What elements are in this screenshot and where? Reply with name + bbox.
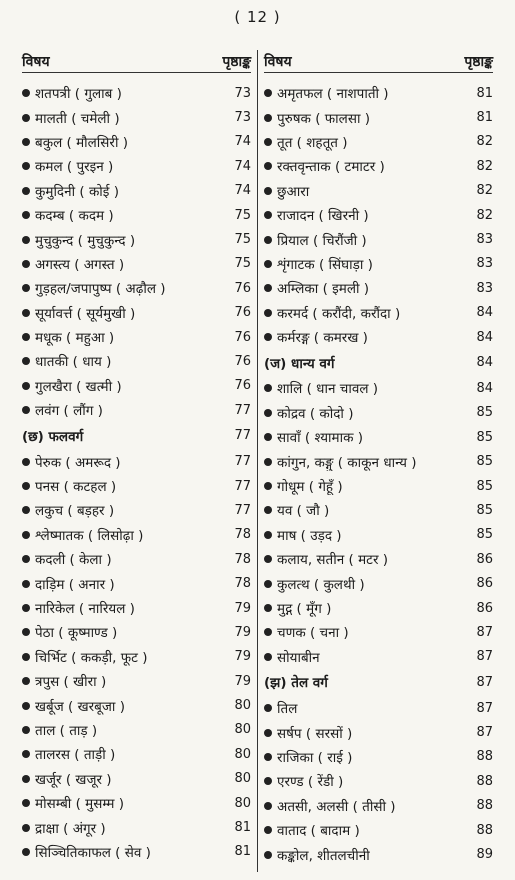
entry-name: सोयाबीन bbox=[277, 649, 320, 666]
index-entry bbox=[264, 596, 493, 620]
index-entry bbox=[264, 523, 493, 547]
right-entry-list bbox=[264, 81, 493, 867]
index-columns bbox=[22, 50, 493, 872]
bullet-icon bbox=[264, 211, 272, 219]
entry-name: वाताद ( बादाम ) bbox=[277, 823, 360, 840]
entry-page-number: 73 bbox=[234, 85, 251, 101]
bullet-icon bbox=[264, 309, 272, 317]
entry-page-number: 81 bbox=[476, 85, 493, 101]
entry-page-number: 75 bbox=[234, 232, 251, 248]
bullet-icon bbox=[264, 704, 272, 712]
entry-page-number: 84 bbox=[476, 329, 493, 345]
entry-name: चणक ( चना ) bbox=[277, 625, 349, 642]
entry-page-number: 83 bbox=[476, 280, 493, 296]
entry-page-number: 78 bbox=[234, 576, 251, 592]
bullet-icon bbox=[22, 677, 30, 685]
entry-name: मोसम्बी ( मुसम्म ) bbox=[35, 796, 125, 813]
entry-name: पुरुषक ( फालसा ) bbox=[277, 110, 370, 127]
index-entry bbox=[22, 105, 251, 129]
entry-name: नारिकेल ( नारियल ) bbox=[35, 601, 135, 617]
entry-name: यव ( जौ ) bbox=[277, 503, 330, 520]
entry-page-number: 85 bbox=[476, 454, 493, 470]
entry-page-number: 80 bbox=[234, 698, 251, 714]
bullet-icon bbox=[264, 851, 272, 859]
bullet-icon bbox=[22, 138, 30, 146]
section-title: (छ) फलवर्ग bbox=[22, 428, 84, 445]
entry-page-number: 87 bbox=[476, 674, 493, 690]
subject-label: विषय bbox=[22, 53, 50, 70]
entry-name: अतसी, अलसी ( तीसी ) bbox=[277, 798, 396, 815]
section-title: (ज) धान्य वर्ग bbox=[264, 355, 335, 372]
index-entry bbox=[22, 791, 251, 815]
entry-page-number: 77 bbox=[234, 428, 251, 444]
index-entry bbox=[22, 227, 251, 251]
index-entry bbox=[22, 179, 251, 203]
entry-name: चिर्भिट ( ककड़ी, फूट ) bbox=[35, 649, 148, 666]
entry-name: श्लेष्मातक ( लिसोढ़ा ) bbox=[35, 527, 144, 544]
bullet-icon bbox=[264, 777, 272, 785]
bullet-icon bbox=[264, 802, 272, 810]
index-entry bbox=[22, 523, 251, 547]
bullet-icon bbox=[22, 284, 30, 292]
entry-page-number: 79 bbox=[234, 649, 251, 665]
entry-page-number: 79 bbox=[234, 600, 251, 616]
entry-name: कलाय, सतीन ( मटर ) bbox=[277, 552, 389, 569]
entry-name: कुमुदिनी ( कोई ) bbox=[35, 183, 119, 200]
entry-page-number: 77 bbox=[234, 402, 251, 418]
entry-page-number: 88 bbox=[476, 749, 493, 765]
entry-page-number: 78 bbox=[234, 527, 251, 543]
entry-name: त्रपुस ( खीरा ) bbox=[35, 674, 107, 691]
entry-page-number: 85 bbox=[476, 429, 493, 445]
bullet-icon bbox=[264, 284, 272, 292]
entry-page-number: 74 bbox=[234, 183, 251, 199]
entry-page-number: 82 bbox=[476, 207, 493, 223]
bullet-icon bbox=[22, 382, 30, 390]
entry-page-number: 77 bbox=[234, 454, 251, 470]
left-column bbox=[22, 50, 258, 872]
entry-name: अगस्त्य ( अगस्त ) bbox=[35, 256, 125, 273]
entry-page-number: 84 bbox=[476, 355, 493, 371]
entry-page-number: 83 bbox=[476, 256, 493, 272]
entry-name: गुलखैरा ( खत्मी ) bbox=[35, 378, 122, 395]
index-entry bbox=[22, 349, 251, 373]
entry-page-number: 88 bbox=[476, 822, 493, 838]
bullet-icon bbox=[264, 555, 272, 563]
entry-name: कदली ( केला ) bbox=[35, 552, 112, 569]
bullet-icon bbox=[264, 753, 272, 761]
index-entry bbox=[264, 81, 493, 105]
left-column-header bbox=[22, 50, 251, 73]
bullet-icon bbox=[264, 89, 272, 97]
entry-name: कदम्ब ( कदम ) bbox=[35, 208, 114, 225]
bullet-icon bbox=[22, 824, 30, 832]
subject-label: विषय bbox=[264, 53, 292, 70]
bullet-icon bbox=[22, 236, 30, 244]
bullet-icon bbox=[22, 580, 30, 588]
entry-name: कुलत्थ ( कुलथी ) bbox=[277, 576, 365, 593]
entry-name: छुआरा bbox=[277, 183, 310, 200]
entry-name: अमृतफल ( नाशपाती ) bbox=[277, 86, 389, 103]
entry-name: मुचुकुन्द ( मुचुकुन्द ) bbox=[35, 232, 136, 249]
bullet-icon bbox=[22, 848, 30, 856]
entry-page-number: 80 bbox=[234, 722, 251, 738]
index-entry bbox=[22, 252, 251, 276]
entry-page-number: 88 bbox=[476, 773, 493, 789]
index-entry bbox=[264, 376, 493, 400]
index-entry bbox=[264, 571, 493, 595]
index-entry bbox=[264, 794, 493, 818]
entry-name: मुद्ग ( मूँग ) bbox=[277, 601, 332, 617]
index-entry bbox=[22, 449, 251, 473]
entry-name: राजादन ( खिरनी ) bbox=[277, 208, 369, 225]
right-column bbox=[258, 50, 493, 872]
entry-name: अम्लिका ( इमली ) bbox=[277, 281, 370, 298]
index-entry bbox=[264, 620, 493, 644]
bullet-icon bbox=[264, 333, 272, 341]
bullet-icon bbox=[264, 187, 272, 195]
index-entry bbox=[22, 130, 251, 154]
index-entry bbox=[22, 474, 251, 498]
entry-name: पेरुक ( अमरूद ) bbox=[35, 454, 121, 471]
index-entry bbox=[264, 276, 493, 300]
bullet-icon bbox=[264, 604, 272, 612]
entry-page-number: 89 bbox=[476, 847, 493, 863]
entry-page-number: 74 bbox=[234, 158, 251, 174]
entry-page-number: 74 bbox=[234, 134, 251, 150]
bullet-icon bbox=[264, 162, 272, 170]
index-entry bbox=[22, 301, 251, 325]
entry-name: सिञ्चितिकाफल ( सेव ) bbox=[35, 844, 151, 861]
entry-name: मालती ( चमेली ) bbox=[35, 110, 120, 127]
entry-page-number: 76 bbox=[234, 280, 251, 296]
index-entry bbox=[264, 325, 493, 349]
entry-name: ताल ( ताड़ ) bbox=[35, 722, 98, 739]
entry-page-number: 80 bbox=[234, 771, 251, 787]
bullet-icon bbox=[264, 138, 272, 146]
section-heading bbox=[264, 349, 493, 376]
entry-page-number: 80 bbox=[234, 795, 251, 811]
bullet-icon bbox=[22, 604, 30, 612]
entry-page-number: 85 bbox=[476, 405, 493, 421]
bullet-icon bbox=[264, 433, 272, 441]
index-entry bbox=[264, 401, 493, 425]
index-entry bbox=[22, 81, 251, 105]
bullet-icon bbox=[264, 260, 272, 268]
entry-page-number: 81 bbox=[234, 820, 251, 836]
index-entry bbox=[264, 425, 493, 449]
bullet-icon bbox=[22, 114, 30, 122]
index-entry bbox=[264, 227, 493, 251]
entry-name: राजिका ( राई ) bbox=[277, 749, 353, 766]
bullet-icon bbox=[22, 628, 30, 636]
index-entry bbox=[264, 105, 493, 129]
page-label: पृष्ठाङ्क bbox=[464, 53, 493, 70]
bullet-icon bbox=[22, 309, 30, 317]
entry-page-number: 84 bbox=[476, 380, 493, 396]
index-entry bbox=[22, 596, 251, 620]
entry-name: मधूक ( महुआ ) bbox=[35, 330, 115, 347]
entry-name: सर्षप ( सरसों ) bbox=[277, 725, 353, 742]
entry-name: दाड़िम ( अनार ) bbox=[35, 576, 115, 593]
index-entry bbox=[264, 818, 493, 842]
bullet-icon bbox=[264, 482, 272, 490]
entry-name: कर्मरङ्ग ( कमरख ) bbox=[277, 330, 368, 347]
index-entry bbox=[22, 203, 251, 227]
entry-name: शतपत्री ( गुलाब ) bbox=[35, 86, 122, 103]
bullet-icon bbox=[22, 406, 30, 414]
bullet-icon bbox=[22, 726, 30, 734]
entry-page-number: 84 bbox=[476, 305, 493, 321]
index-entry bbox=[22, 547, 251, 571]
bullet-icon bbox=[264, 653, 272, 661]
entry-name: लवंग ( लौंग ) bbox=[35, 403, 103, 420]
bullet-icon bbox=[22, 333, 30, 341]
entry-page-number: 80 bbox=[234, 746, 251, 762]
index-entry bbox=[22, 645, 251, 669]
entry-name: पेठा ( कूष्माण्ड ) bbox=[35, 625, 118, 642]
entry-page-number: 88 bbox=[476, 798, 493, 814]
section-heading bbox=[22, 422, 251, 449]
bullet-icon bbox=[22, 799, 30, 807]
index-entry bbox=[22, 742, 251, 766]
index-entry bbox=[264, 745, 493, 769]
entry-page-number: 76 bbox=[234, 329, 251, 345]
entry-name: शृंगाटक ( सिंघाड़ा ) bbox=[277, 256, 373, 273]
index-entry bbox=[264, 645, 493, 669]
index-entry bbox=[264, 203, 493, 227]
entry-page-number: 87 bbox=[476, 725, 493, 741]
entry-name: पनस ( कटहल ) bbox=[35, 479, 117, 496]
entry-page-number: 86 bbox=[476, 600, 493, 616]
right-column-header bbox=[264, 50, 493, 73]
entry-name: गुड़हल/जपापुष्प ( अढ़ौल ) bbox=[35, 281, 166, 298]
bullet-icon bbox=[22, 162, 30, 170]
entry-page-number: 75 bbox=[234, 256, 251, 272]
index-entry bbox=[264, 547, 493, 571]
entry-name: तूत ( शहतूत ) bbox=[277, 134, 348, 151]
entry-page-number: 82 bbox=[476, 134, 493, 150]
entry-name: कोद्रव ( कोदो ) bbox=[277, 405, 354, 422]
bullet-icon bbox=[22, 555, 30, 563]
entry-page-number: 87 bbox=[476, 700, 493, 716]
bullet-icon bbox=[22, 187, 30, 195]
index-entry bbox=[22, 767, 251, 791]
bullet-icon bbox=[22, 702, 30, 710]
entry-page-number: 76 bbox=[234, 353, 251, 369]
entry-name: गोधूम ( गेहूँ ) bbox=[277, 479, 343, 496]
index-entry bbox=[22, 718, 251, 742]
bullet-icon bbox=[264, 114, 272, 122]
entry-name: तिल bbox=[277, 701, 298, 718]
bullet-icon bbox=[264, 729, 272, 737]
entry-name: बकुल ( मौलसिरी ) bbox=[35, 134, 128, 151]
index-entry bbox=[264, 449, 493, 473]
entry-name: रक्तवृन्ताक ( टमाटर ) bbox=[277, 159, 385, 176]
entry-name: शालि ( धान चावल ) bbox=[277, 381, 379, 398]
entry-page-number: 86 bbox=[476, 551, 493, 567]
entry-name: सावाँ ( श्यामाक ) bbox=[277, 430, 364, 447]
entry-name: खर्बूज ( खरबूजा ) bbox=[35, 698, 125, 715]
entry-page-number: 85 bbox=[476, 527, 493, 543]
index-entry bbox=[264, 130, 493, 154]
bullet-icon bbox=[264, 506, 272, 514]
entry-name: कांगुन, कङ्गु ( काकून धान्य ) bbox=[277, 454, 417, 471]
entry-name: एरण्ड ( रेंडी ) bbox=[277, 774, 344, 791]
entry-page-number: 79 bbox=[234, 673, 251, 689]
bullet-icon bbox=[22, 89, 30, 97]
bullet-icon bbox=[22, 458, 30, 466]
bullet-icon bbox=[22, 531, 30, 539]
entry-page-number: 86 bbox=[476, 576, 493, 592]
entry-page-number: 81 bbox=[476, 110, 493, 126]
bullet-icon bbox=[22, 482, 30, 490]
bullet-icon bbox=[264, 826, 272, 834]
bullet-icon bbox=[264, 409, 272, 417]
index-entry bbox=[22, 669, 251, 693]
entry-name: खर्जूर ( खजूर ) bbox=[35, 771, 112, 788]
section-heading bbox=[264, 669, 493, 696]
entry-page-number: 82 bbox=[476, 158, 493, 174]
index-entry bbox=[22, 620, 251, 644]
index-entry bbox=[264, 301, 493, 325]
index-entry bbox=[264, 154, 493, 178]
entry-page-number: 76 bbox=[234, 305, 251, 321]
bullet-icon bbox=[22, 357, 30, 365]
index-entry bbox=[22, 325, 251, 349]
index-entry bbox=[22, 398, 251, 422]
index-entry bbox=[22, 815, 251, 839]
index-entry bbox=[264, 498, 493, 522]
section-title: (झ) तेल वर्ग bbox=[264, 675, 328, 692]
entry-name: प्रियाल ( चिरौंजी ) bbox=[277, 232, 367, 249]
entry-page-number: 85 bbox=[476, 502, 493, 518]
bullet-icon bbox=[264, 531, 272, 539]
entry-page-number: 83 bbox=[476, 232, 493, 248]
index-entry bbox=[264, 696, 493, 720]
entry-page-number: 75 bbox=[234, 207, 251, 223]
entry-name: सूर्यावर्त्त ( सूर्यमुखी ) bbox=[35, 305, 136, 322]
index-entry bbox=[22, 374, 251, 398]
bullet-icon bbox=[264, 384, 272, 392]
entry-page-number: 73 bbox=[234, 110, 251, 126]
bullet-icon bbox=[22, 750, 30, 758]
entry-page-number: 87 bbox=[476, 649, 493, 665]
index-entry bbox=[22, 498, 251, 522]
bullet-icon bbox=[22, 653, 30, 661]
index-entry bbox=[22, 840, 251, 864]
entry-page-number: 79 bbox=[234, 624, 251, 640]
bullet-icon bbox=[264, 458, 272, 466]
index-entry bbox=[264, 769, 493, 793]
bullet-icon bbox=[264, 236, 272, 244]
index-entry bbox=[22, 571, 251, 595]
entry-page-number: 82 bbox=[476, 183, 493, 199]
entry-page-number: 85 bbox=[476, 478, 493, 494]
bullet-icon bbox=[264, 628, 272, 636]
entry-page-number: 81 bbox=[234, 844, 251, 860]
index-entry bbox=[22, 693, 251, 717]
index-entry bbox=[22, 276, 251, 300]
index-entry bbox=[264, 842, 493, 866]
index-entry bbox=[22, 154, 251, 178]
page-label: पृष्ठाङ्क bbox=[222, 53, 251, 70]
entry-name: माष ( उड़द ) bbox=[277, 527, 342, 544]
entry-page-number: 77 bbox=[234, 478, 251, 494]
bullet-icon bbox=[22, 506, 30, 514]
entry-name: करमर्द ( करौंदी, करौंदा ) bbox=[277, 305, 401, 322]
entry-name: धातकी ( धाय ) bbox=[35, 354, 112, 371]
index-entry bbox=[264, 179, 493, 203]
entry-page-number: 78 bbox=[234, 551, 251, 567]
index-entry bbox=[264, 252, 493, 276]
entry-page-number: 87 bbox=[476, 624, 493, 640]
entry-name: तालरस ( ताड़ी ) bbox=[35, 747, 116, 764]
left-entry-list bbox=[22, 81, 251, 864]
entry-page-number: 76 bbox=[234, 378, 251, 394]
bullet-icon bbox=[264, 580, 272, 588]
entry-name: कङ्कोल, शीतलचीनी bbox=[277, 847, 370, 864]
entry-page-number: 77 bbox=[234, 502, 251, 518]
entry-name: कमल ( पुरइन ) bbox=[35, 159, 114, 176]
index-entry bbox=[264, 720, 493, 744]
bullet-icon bbox=[22, 260, 30, 268]
bullet-icon bbox=[22, 211, 30, 219]
entry-name: लकुच ( बड़हर ) bbox=[35, 503, 115, 520]
page-number: ( 12 ) bbox=[234, 8, 281, 26]
entry-name: द्राक्षा ( अंगूर ) bbox=[35, 820, 106, 837]
bullet-icon bbox=[22, 775, 30, 783]
index-entry bbox=[264, 474, 493, 498]
